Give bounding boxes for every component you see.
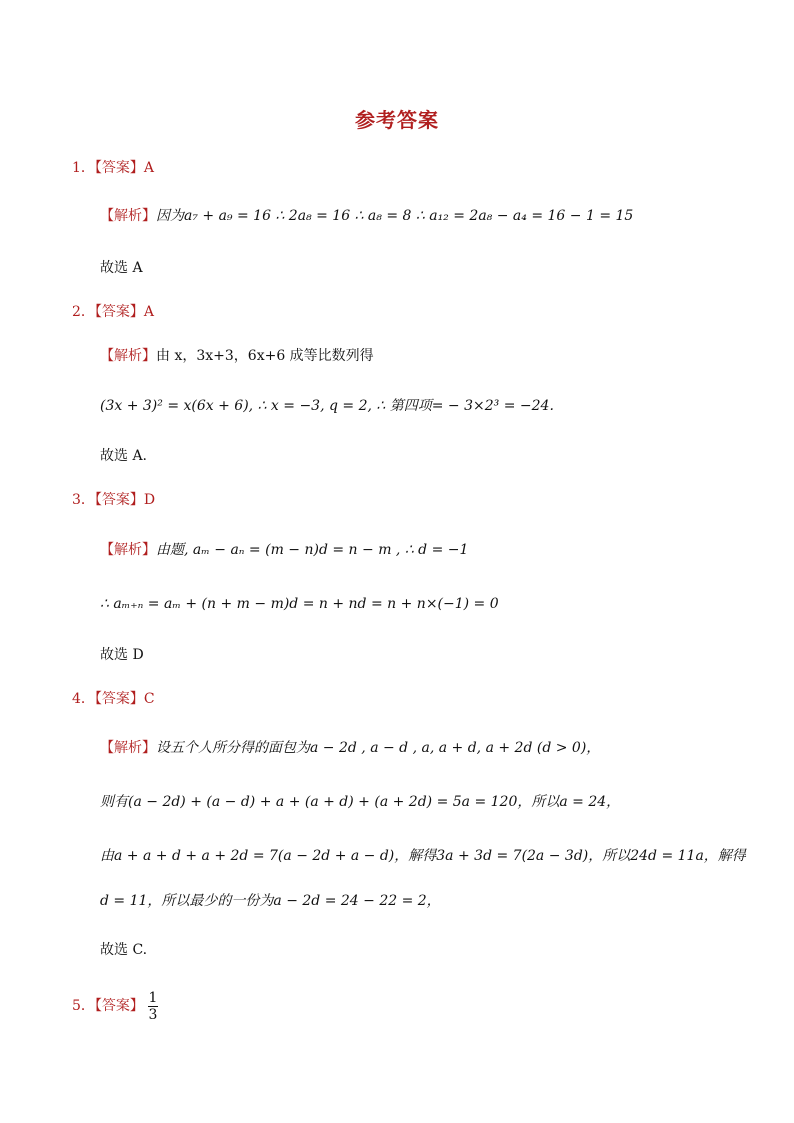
item-3-analysis [100,540,468,560]
item-1-answer [72,158,154,178]
item-number: 1． [72,160,95,176]
item-4-equation-1: 则有(a − 2d) + (a − d) + a + (a + d) + (a + 2d) = 5a = 120，所以a = 24， [100,794,621,810]
answer-choice: A [143,160,155,176]
item-4-analysis [100,738,600,758]
analysis-text: 因为a₇ + a₉ = 16 ∴ 2a₈ = 16 ∴ a₈ = 8 ∴ a₁₂ = 2a₈ − a₄ = 16 − 1 = 15 [156,208,634,224]
item-1-analysis [100,206,633,226]
item-4-conclusion: 故选 C. [100,942,148,958]
item-1-conclusion: 故选 A [100,260,143,276]
item-2-conclusion: 故选 A. [100,448,148,464]
answer-choice: C [143,691,155,707]
answer-fraction [148,990,158,1023]
item-number: 4． [72,691,95,707]
item-number: 5． [72,998,95,1014]
item-2-answer [72,302,154,322]
item-3-conclusion: 故选 D [100,647,144,663]
analysis-tag: 【解析】 [100,348,156,364]
analysis-text: 设五个人所分得的面包为a − 2d , a − d , a, a + d, a + 2d (d > 0)， [156,740,601,756]
item-2-analysis [100,346,374,366]
item-4-equation-2: 由a + a + d + a + 2d = 7(a − 2d + a − d)，解得3a + 3d = 7(2a − 3d)，所以24d = 11a，解得 [100,848,746,864]
answer-tag: 【答案】 [94,304,144,320]
analysis-text: 由 x，3x+3，6x+6 成等比数列得 [156,348,374,364]
item-number: 2． [72,304,95,320]
item-3-answer [72,490,155,510]
item-number: 3． [72,492,95,508]
analysis-tag: 【解析】 [100,740,156,756]
fraction-denominator: 3 [148,1006,158,1023]
analysis-tag: 【解析】 [100,542,156,558]
item-4-answer [72,689,155,709]
answer-tag: 【答案】 [94,691,144,707]
item-3-equation: ∴ aₘ₊ₙ = aₘ + (n + m − m)d = n + nd = n + n×(−1) = 0 [100,596,499,612]
fraction-numerator: 1 [148,989,158,1006]
item-2-equation: (3x + 3)² = x(6x + 6), ∴ x = −3, q = 2, ∴ 第四项= − 3×2³ = −24. [100,398,554,414]
answer-choice: D [143,492,156,508]
page-title: 参考答案 [355,108,439,132]
analysis-text: 由题, aₘ − aₙ = (m − n)d = n − m , ∴ d = −1 [156,542,469,558]
answer-tag: 【答案】 [94,492,144,508]
item-4-equation-3: d = 11，所以最少的一份为a − 2d = 24 − 22 = 2， [100,893,441,909]
answer-choice: A [143,304,155,320]
answer-tag: 【答案】 [94,160,144,176]
item-5-answer [72,986,158,1026]
answer-tag: 【答案】 [94,998,144,1014]
analysis-tag: 【解析】 [100,208,156,224]
